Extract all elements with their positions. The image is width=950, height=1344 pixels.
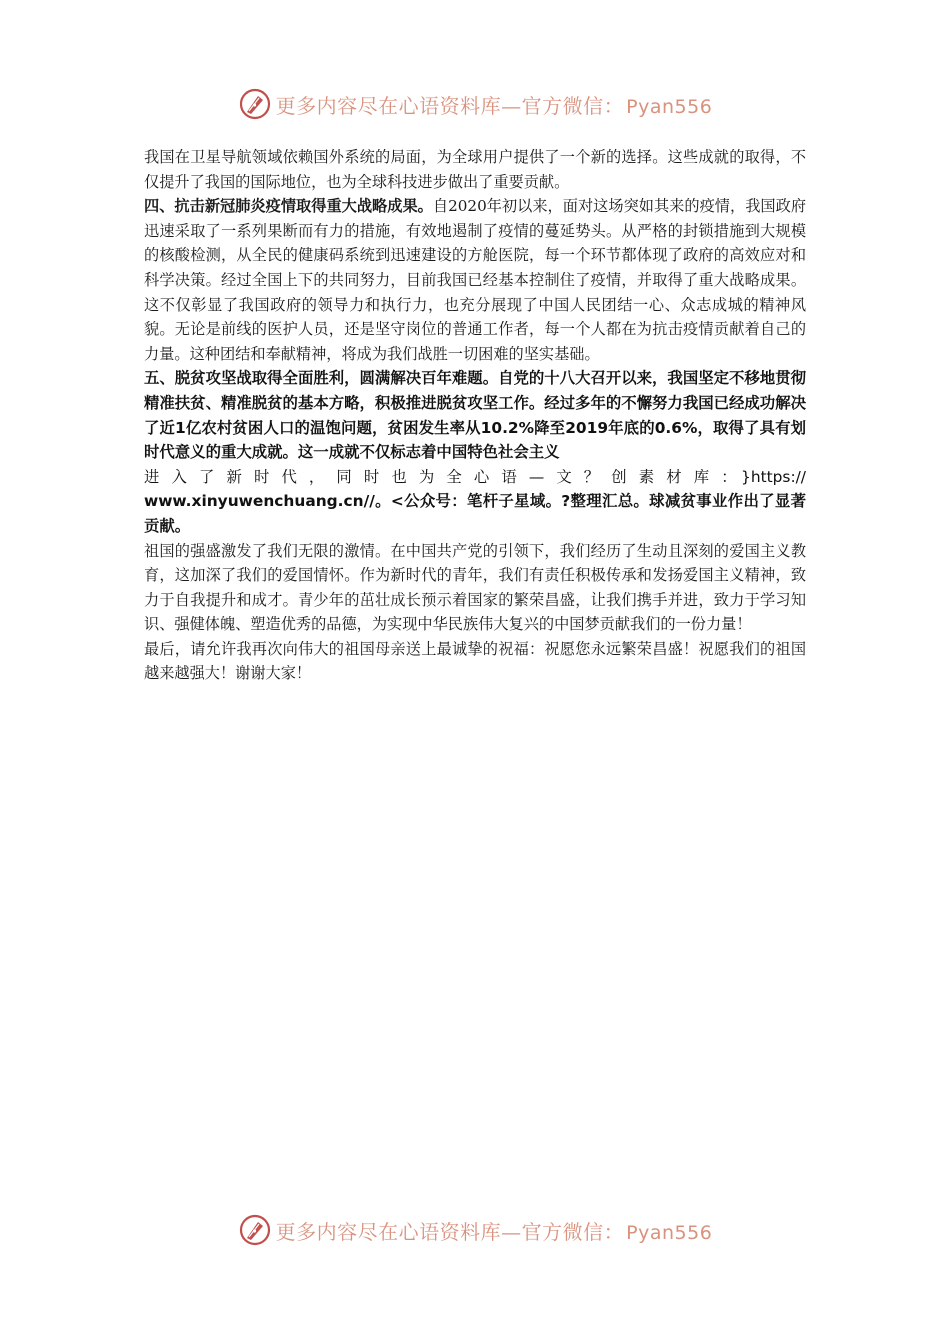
footer-wechat-id: Pyan556: [626, 1221, 713, 1244]
paragraph-satellite: 我国在卫星导航领域依赖国外系统的局面，为全球用户提供了一个新的选择。这些成就的取得，不仅提升了我国的国际地位，也为全球科技进步做出了重要贡献。: [144, 148, 806, 191]
footer-banner: [0, 1210, 950, 1250]
footer-banner-text: 更多内容尽在心语资料库—官方微信： Pyan556: [275, 1219, 713, 1244]
paragraph-covid-text: 自2020年初以来，面对这场突如其来的疫情，我国政府迅速采取了一系列果断而有力的措施，有效地遏制了疫情的蔓延势头。从严格的封锁措施到大规模的核酸检测，从全民的健康码系统到迅速建设的方舱医院，每一个环节都体现了政府的高效应对和科学决策。经过全国上下的共同努力，目前我国已经基本控制住了疫情，并取得了重大战略成果。这不仅彰显了我国政府的领导力和执行力，也充分展现了中国人民团结一心、众志成城的精神风貌。无论是前线的医护人员，还是坚守岗位的普通工作者，每一个人都在为抗击疫情贡献着自己的力量。这种团结和奉献精神，将成为我们战胜一切困难的坚实基础。: [144, 197, 807, 363]
paragraph-covid: [144, 194, 806, 366]
paragraph-closing: 最后，请允许我再次向伟大的祖国母亲送上最诚挚的祝福：祝愿您永远繁荣昌盛！祝愿我们的祖国越来越强大！谢谢大家！: [144, 639, 806, 683]
document-body: [144, 145, 806, 686]
paragraph-poverty-tail: [144, 489, 806, 538]
header-banner: [0, 84, 950, 124]
heading-covid: 四、抗击新冠肺炎疫情取得重大战略成果。: [144, 197, 433, 216]
paragraph-poverty: [144, 366, 806, 464]
paragraph-poverty-spread-line: 进入了新时代，同时也为全心语—文？创素材库：}https://: [144, 467, 806, 486]
pen-nib-circle-icon: [238, 87, 272, 121]
header-wechat-id: Pyan556: [626, 95, 713, 118]
header-banner-text: 更多内容尽在心语资料库—官方微信： Pyan556: [275, 93, 713, 118]
paragraph-poverty-line1: 五、脱贫攻坚战取得全面胜利，圆满解决百年难题。自党的十八大召开以来，我国坚定不移地贯彻精准扶贫、精准脱贫的基本方略，积极推进脱贫攻坚工作。经过多年的不懈努力我国已经成功解决了近1亿农村贫困人口的温饱问题，贫困发生率从10.2%降至2019年底的0.6%，取得了具有划时代意义的重大成就。这一成就不仅标志着中国特色社会主义: [144, 369, 806, 462]
pen-nib-circle-icon: [238, 1213, 272, 1247]
paragraph-patriotism: 祖国的强盛激发了我们无限的激情。在中国共产党的引领下，我们经历了生动且深刻的爱国主义教育，这加深了我们的爱国情怀。作为新时代的青年，我们有责任积极传承和发扬爱国主义精神，致力于自我提升和成才。青少年的茁壮成长预示着国家的繁荣昌盛，让我们携手并进，致力于学习知识、强健体魄、塑造优秀的品德，为实现中华民族伟大复兴的中国梦贡献我们的一份力量！: [144, 541, 806, 634]
paragraph-poverty-line3: www.xinyuwenchuang.cn//。<公众号：笔杆子星域。?整理汇总。球减贫事业作出了显著贡献。: [144, 492, 806, 535]
